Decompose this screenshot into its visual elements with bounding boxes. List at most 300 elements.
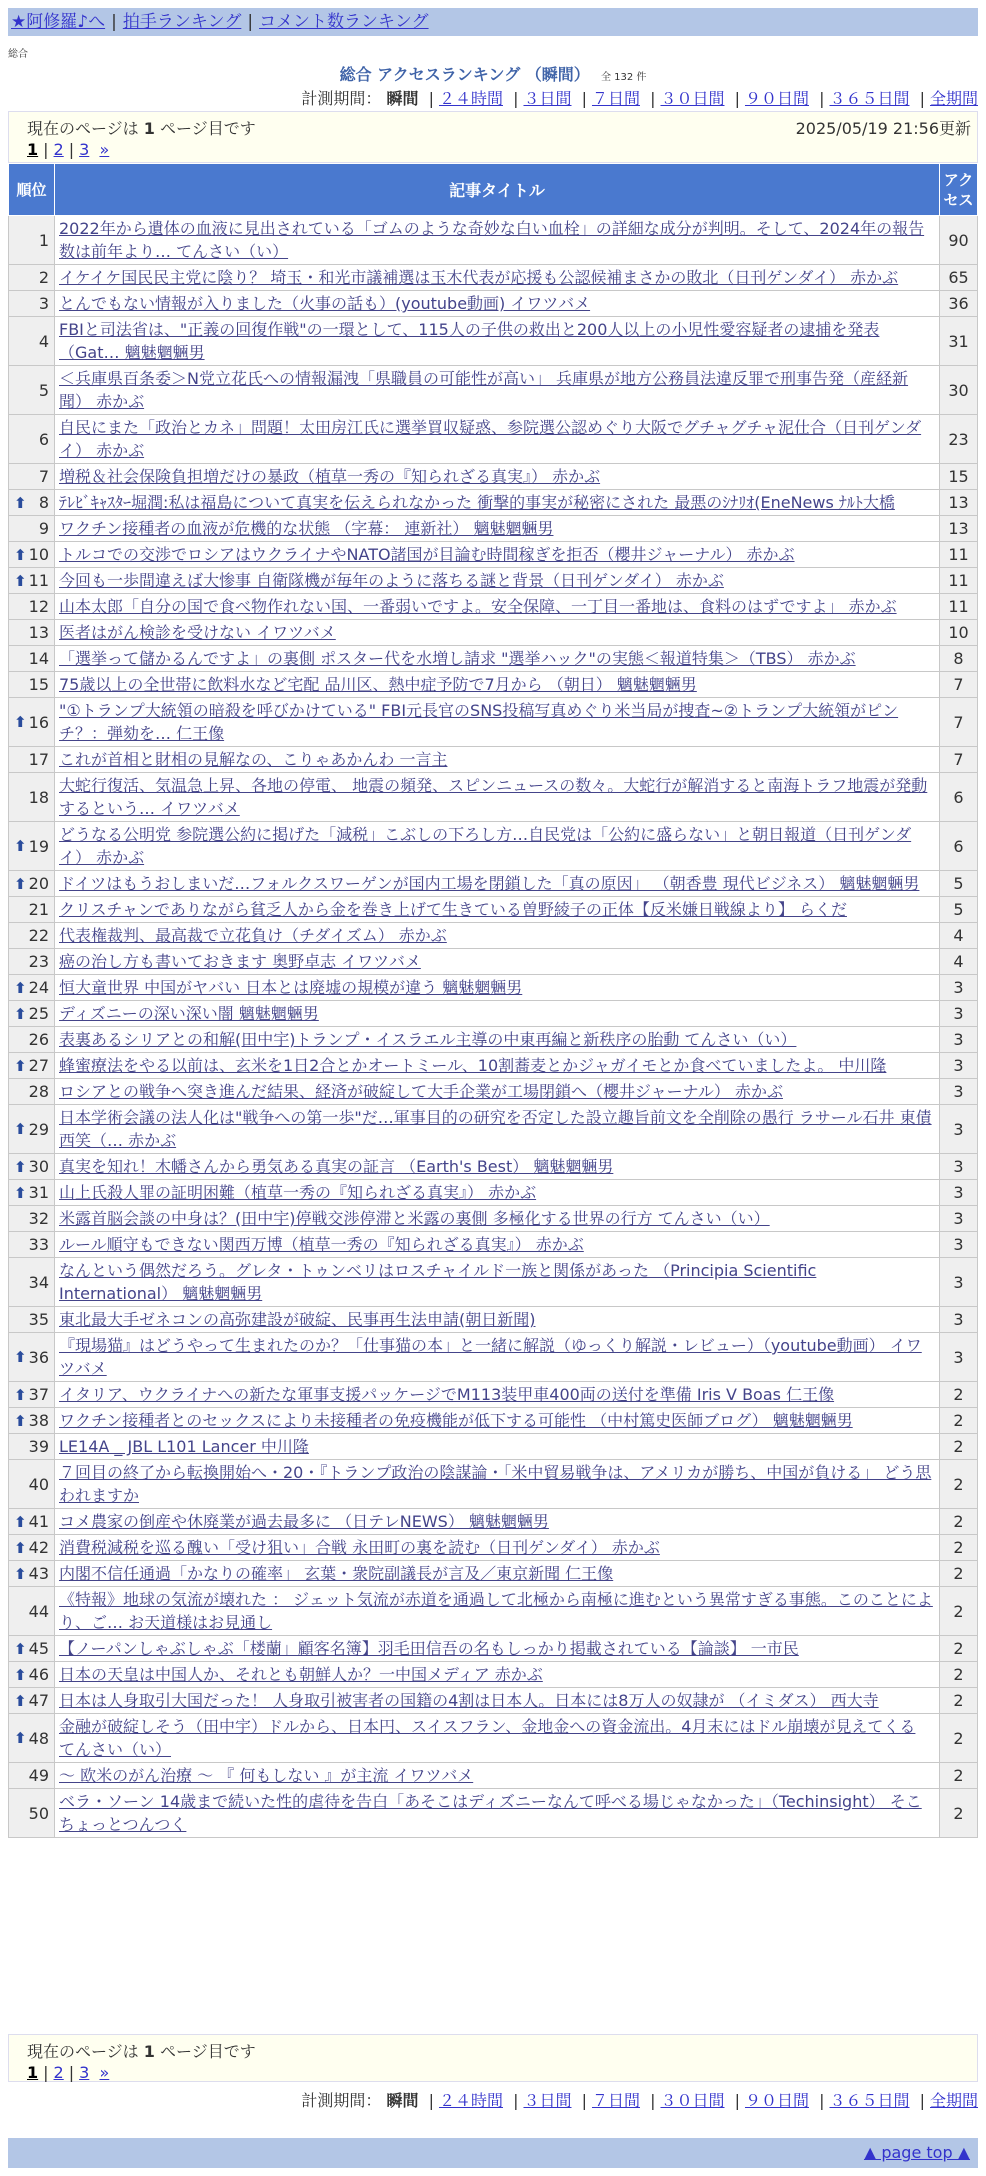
article-title-link[interactable]: 金融が破綻しそう（田中宇）ドルから、日本円、スイスフラン、金地金への資金流出。4月末にはドル崩壊が見えてくる てんさい（い） (59, 1717, 916, 1759)
article-title-link[interactable]: どうなる公明党 参院選公約に掲げた「減税」こぶしの下ろし方…自民党は「公約に盛らない」と朝日報道（日刊ゲンダイ） 赤かぶ (59, 825, 912, 867)
article-title-link[interactable]: コメ農家の倒産や休廃業が過去最多に （日テレNEWS） 魑魅魍魎男 (59, 1512, 549, 1531)
rank-up-icon: ⬆ (14, 1120, 27, 1138)
article-title-link[interactable]: 恒大童世界 中国がヤバい 日本とは廃墟の規模が違う 魑魅魍魎男 (59, 978, 523, 997)
page-title-text: 総合 アクセスランキング （瞬間） (339, 65, 590, 84)
page-current-bottom: 1 (27, 2063, 39, 2082)
page-current: 1 (27, 140, 39, 159)
title-cell (55, 1307, 940, 1333)
article-title-link[interactable]: 75歳以上の全世帯に飲料水など宅配 品川区、熱中症予防で7月から （朝日） 魑魅魍魎男 (59, 675, 697, 694)
title-cell (55, 1636, 940, 1662)
article-title-link[interactable]: 「選挙って儲かるんですよ」の裏側 ポスター代を水増し請求 "選挙ハック"の実態＜報道特集＞（TBS） 赤かぶ (59, 649, 856, 668)
rank-number: 37 (28, 1385, 49, 1404)
title-cell (55, 1763, 940, 1789)
title-cell (55, 1079, 940, 1105)
rank-up-icon: ⬆ (14, 713, 27, 731)
rank-up-icon: ⬆ (14, 1538, 27, 1557)
rank-number: 31 (28, 1183, 49, 1202)
rank-number: 38 (28, 1411, 49, 1430)
period-90d-link[interactable]: ９０日間 (744, 89, 809, 108)
title-cell (55, 822, 940, 871)
rank-cell (9, 646, 55, 672)
rank-cell (9, 415, 55, 464)
table-row (9, 490, 978, 516)
access-count: 3 (940, 1154, 978, 1180)
page-top-link[interactable]: ▲ page top ▲ (863, 2143, 970, 2162)
access-count: 23 (940, 415, 978, 464)
title-cell (55, 490, 940, 516)
rank-up-icon: ⬆ (14, 571, 27, 590)
period-30d-link-bottom[interactable]: ３０日間 (660, 2091, 725, 2110)
article-title-link[interactable]: 蜂蜜療法をやる以前は、玄米を1日2合とかオートミール、10割蕎麦とかジャガイモとか食べていましたよ。 中川隆 (59, 1056, 887, 1075)
rank-cell (9, 773, 55, 822)
title-cell (55, 949, 940, 975)
rank-number: 20 (28, 874, 49, 893)
access-count: 11 (940, 568, 978, 594)
title-cell (55, 1408, 940, 1434)
rank-up-icon: ⬆ (14, 1639, 27, 1658)
rank-cell (9, 464, 55, 490)
access-count: 6 (940, 773, 978, 822)
access-count: 2 (940, 1561, 978, 1587)
table-row (9, 542, 978, 568)
page-next-link-bottom[interactable]: » (99, 2063, 110, 2082)
table-row (9, 1561, 978, 1587)
title-cell (55, 1535, 940, 1561)
article-title-link[interactable]: "①トランプ大統領の暗殺を呼びかけている" FBI元長官のSNS投稿写真めぐり米当局が捜査~②トランプ大統領がピンチ？：弾劾を… 仁王像 (59, 701, 899, 743)
table-row (9, 464, 978, 490)
rank-cell (9, 490, 55, 516)
article-title-link[interactable]: ワクチン接種者とのセックスにより未接種者の免疫機能が低下する可能性 （中村篤史医師ブログ） 魑魅魍魎男 (59, 1411, 853, 1430)
table-row (9, 568, 978, 594)
rank-number: 33 (28, 1235, 49, 1254)
article-title-link[interactable]: とんでもない情報が入りました（火事の話も）(youtube動画) イワツバメ (59, 294, 591, 313)
article-title-link[interactable]: 日本は人身取引大国だった！ 人身取引被害者の国籍の4割は日本人。日本には8万人の奴隷が （イミダス） 西大寺 (59, 1691, 879, 1710)
title-cell (55, 1333, 940, 1382)
title-cell (55, 1232, 940, 1258)
comment-ranking-link[interactable]: コメント数ランキング (259, 12, 429, 32)
article-title-link[interactable]: 『現場猫』はどうやって生まれたのか？「仕事猫の本」と一緒に解説（ゆっくり解説・レビュー）（youtube動画） イワツバメ (59, 1336, 922, 1378)
rank-cell (9, 672, 55, 698)
access-count: 4 (940, 923, 978, 949)
article-title-link[interactable]: 《特報》地球の気流が壊れた ： ジェット気流が赤道を通過して北極から南極に進むという異常すぎる事態。このことにより、ご… お天道様はお見通し (59, 1590, 933, 1632)
period-24h-link[interactable]: ２４時間 (438, 89, 503, 108)
rank-number: 41 (28, 1512, 49, 1531)
title-cell (55, 1180, 940, 1206)
table-row (9, 1434, 978, 1460)
article-title-link[interactable]: 表裏あるシリアとの和解(田中宇)トランプ・イスラエル主導の中東再編と新秩序の胎動 てんさい（い） (59, 1030, 797, 1049)
rank-up-icon: ⬆ (14, 1348, 27, 1366)
rank-up-icon: ⬆ (14, 1004, 27, 1023)
rank-cell (9, 1053, 55, 1079)
access-count: 2 (940, 1434, 978, 1460)
title-cell (55, 923, 940, 949)
rank-up-icon: ⬆ (14, 545, 27, 564)
rank-up-icon: ⬆ (14, 493, 27, 512)
article-title-link[interactable]: 日本学術会議の法人化は"戦争への第一歩"だ…軍事目的の研究を否定した設立趣旨前文を全削除の愚行 ラサール石井 東債西笑（… 赤かぶ (59, 1108, 932, 1150)
access-count: 13 (940, 490, 978, 516)
rank-cell (9, 1763, 55, 1789)
article-title-link[interactable]: 増税＆社会保険負担増だけの暴政（植草一秀の『知られざる真実』） 赤かぶ (59, 467, 601, 486)
title-cell (55, 620, 940, 646)
footer-bar (8, 2138, 978, 2168)
period-24h-link-bottom[interactable]: ２４時間 (438, 2091, 503, 2110)
title-cell (55, 216, 940, 265)
period-3d-link[interactable]: ３日間 (523, 89, 572, 108)
table-row (9, 773, 978, 822)
access-count: 7 (940, 672, 978, 698)
table-row (9, 1662, 978, 1688)
rank-up-icon: ⬆ (14, 1564, 27, 1583)
table-row (9, 1232, 978, 1258)
rank-number: 12 (28, 597, 49, 616)
article-title-link[interactable]: FBIと司法省は、"正義の回復作戦"の一環として、115人の子供の救出と200人以上の小児性愛容疑者の逮捕を発表（Gat… 魑魅魍魎男 (59, 320, 880, 362)
page-link-3-bottom[interactable]: 3 (79, 2063, 90, 2082)
rank-cell (9, 871, 55, 897)
rank-cell (9, 542, 55, 568)
access-count: 2 (940, 1662, 978, 1688)
rank-cell (9, 1662, 55, 1688)
period-all-link-bottom[interactable]: 全期間 (929, 2091, 978, 2110)
table-row (9, 1053, 978, 1079)
rank-cell (9, 747, 55, 773)
title-cell (55, 1587, 940, 1636)
total-count: 全 132 件 (600, 72, 647, 83)
article-title-link[interactable]: 癌の治し方も書いておきます 奥野卓志 イワツバメ (59, 952, 421, 971)
rank-number: 18 (28, 787, 49, 807)
table-row (9, 975, 978, 1001)
title-cell (55, 871, 940, 897)
title-cell (55, 1789, 940, 1838)
access-count: 3 (940, 975, 978, 1001)
rank-number: 15 (28, 675, 49, 694)
table-row (9, 1258, 978, 1307)
article-title-link[interactable]: ７回目の終了から転換開始へ・20・『トランプ政治の陰謀論・「米中貿易戦争は、アメリカが勝ち、中国が負ける」 どう思われますか (59, 1463, 932, 1505)
access-count: 3 (940, 1307, 978, 1333)
rank-number: 25 (28, 1004, 49, 1023)
article-title-link[interactable]: 内閣不信任通過「かなりの確率」 玄葉・衆院副議長が言及／東京新聞 仁王像 (59, 1564, 614, 1583)
table-row (9, 747, 978, 773)
rank-cell (9, 1434, 55, 1460)
period-365d-link[interactable]: ３６５日間 (829, 89, 910, 108)
header-access: アクセス (940, 164, 978, 216)
rank-cell (9, 897, 55, 923)
article-title-link[interactable]: 医者はがん検診を受けない イワツバメ (59, 623, 336, 642)
rank-cell (9, 317, 55, 366)
rank-number: 39 (28, 1437, 49, 1456)
title-cell (55, 672, 940, 698)
access-count: 2 (940, 1509, 978, 1535)
table-row (9, 594, 978, 620)
rank-number: 16 (28, 712, 49, 732)
article-title-link[interactable]: ～ 欧米のがん治療 ～ 『 何もしない 』が主流 イワツバメ (59, 1766, 474, 1785)
rank-cell (9, 1001, 55, 1027)
pager-status-bottom: 現在のページは 1 ページ目です (27, 2042, 256, 2061)
table-row (9, 265, 978, 291)
period-all-link[interactable]: 全期間 (929, 89, 978, 108)
article-title-link[interactable]: イケイケ国民民主党に陰り？ 埼玉・和光市議補選は玉木代表が応援も公認候補まさかの敗北（日刊ゲンダイ） 赤かぶ (59, 268, 899, 287)
table-row (9, 1105, 978, 1154)
rank-up-icon: ⬆ (14, 1385, 27, 1404)
title-cell (55, 542, 940, 568)
access-count: 2 (940, 1636, 978, 1662)
access-count: 7 (940, 747, 978, 773)
period-7d-link[interactable]: ７日間 (591, 89, 640, 108)
article-title-link[interactable]: 日本の天皇は中国人か、それとも朝鮮人か？一中国メディア 赤かぶ (59, 1665, 543, 1684)
article-title-link[interactable]: ＜兵庫県百条委＞N党立花氏への情報漏洩「県職員の可能性が高い」 兵庫県が地方公務員法違反罪で刑事告発（産経新聞） 赤かぶ (59, 369, 909, 411)
rank-number: 22 (28, 926, 49, 945)
table-row (9, 1382, 978, 1408)
title-cell (55, 1662, 940, 1688)
article-title-link[interactable]: ドイツはもうおしまいだ…フォルクスワーゲンが国内工場を閉鎖した「真の原因」 （朝香豊 現代ビジネス） 魑魅魍魎男 (59, 874, 920, 893)
rank-number: 34 (28, 1272, 49, 1292)
page-next-link[interactable]: » (99, 140, 110, 159)
table-row (9, 1763, 978, 1789)
access-count: 31 (940, 317, 978, 366)
article-title-link[interactable]: ワクチン接種者の血液が危機的な状態 （字幕： 連新社） 魑魅魍魎男 (59, 519, 554, 538)
rank-number: 40 (28, 1474, 49, 1494)
rank-up-icon: ⬆ (14, 1512, 27, 1531)
period-90d-link-bottom[interactable]: ９０日間 (744, 2091, 809, 2110)
title-cell (55, 897, 940, 923)
table-row (9, 516, 978, 542)
title-cell (55, 1688, 940, 1714)
article-title-link[interactable]: 今回も一歩間違えば大惨事 自衛隊機が毎年のように落ちる謎と背景（日刊ゲンダイ） 赤かぶ (59, 571, 724, 590)
page-link-3[interactable]: 3 (79, 140, 90, 159)
table-row (9, 1509, 978, 1535)
category-label: 総合 (8, 49, 28, 60)
article-title-link[interactable]: なんという偶然だろう。グレタ・トゥンベリはロスチャイルド一族と関係があった （Principia Scientific International） 魑魅魍魎男 (59, 1261, 817, 1303)
rank-cell (9, 216, 55, 265)
period-selector-top: 計測期間： 瞬間 | ２４時間 | ３日間 | ７日間 | ３０日間 | ９０日間 | ３６５日間 | 全期間 (301, 89, 978, 108)
rank-number: 44 (28, 1601, 49, 1621)
rank-number: 43 (28, 1564, 49, 1583)
access-count: 15 (940, 464, 978, 490)
table-row (9, 923, 978, 949)
rank-cell (9, 1333, 55, 1382)
title-cell (55, 773, 940, 822)
article-title-link[interactable]: 代表権裁判、最高裁で立花負け（チダイズム） 赤かぶ (59, 926, 447, 945)
rank-cell (9, 1636, 55, 1662)
title-cell (55, 1714, 940, 1763)
article-title-link[interactable]: これが首相と財相の見解なの、こりゃあかんわ 一言主 (59, 750, 448, 769)
access-count: 36 (940, 291, 978, 317)
access-count: 4 (940, 949, 978, 975)
rank-up-icon: ⬆ (14, 874, 27, 893)
rank-number: 42 (28, 1538, 49, 1557)
access-count: 3 (940, 1180, 978, 1206)
title-cell (55, 265, 940, 291)
access-count: 11 (940, 594, 978, 620)
page-link-2[interactable]: 2 (53, 140, 64, 159)
table-row (9, 822, 978, 871)
access-count: 2 (940, 1408, 978, 1434)
article-title-link[interactable]: ベラ・ソーン 14歳まで続いた性的虐待を告白「あそこはディズニーなんて呼べる場じゃなかった」（Techinsight） そこちょっとつんつく (59, 1792, 922, 1834)
title-cell (55, 1206, 940, 1232)
rank-cell (9, 291, 55, 317)
rank-cell (9, 1587, 55, 1636)
rank-number: 36 (28, 1347, 49, 1367)
rank-cell (9, 1789, 55, 1838)
rank-cell (9, 975, 55, 1001)
rank-up-icon: ⬆ (14, 1183, 27, 1202)
access-count: 2 (940, 1763, 978, 1789)
table-row (9, 897, 978, 923)
period-selector-bottom: 計測期間： 瞬間 | ２４時間 | ３日間 | ７日間 | ３０日間 | ９０日間 | ３６５日間 | 全期間 (301, 2091, 978, 2110)
article-title-link[interactable]: 【ノーパンしゃぶしゃぶ「楼蘭」顧客名簿】羽毛田信吾の名もしっかり掲載されている【論談】 一市民 (59, 1639, 799, 1658)
article-title-link[interactable]: 米露首脳会談の中身は？(田中宇)停戦交渉停滞と米露の裏側 多極化する世界の行方 てんさい（い） (59, 1209, 770, 1228)
rank-cell (9, 1714, 55, 1763)
title-cell (55, 747, 940, 773)
page-link-2-bottom[interactable]: 2 (53, 2063, 64, 2082)
table-row (9, 1307, 978, 1333)
table-row (9, 1079, 978, 1105)
table-row (9, 1636, 978, 1662)
article-title-link[interactable]: イタリア、ウクライナへの新たな軍事支援パッケージでM113装甲車400両の送付を準備 Iris V Boas 仁王像 (59, 1385, 835, 1404)
rank-number: 2 (38, 268, 49, 287)
table-row (9, 1001, 978, 1027)
pager-top (8, 111, 978, 163)
rank-cell (9, 1382, 55, 1408)
title-cell (55, 415, 940, 464)
rank-number: 14 (28, 649, 49, 668)
article-title-link[interactable]: ロシアとの戦争へ突き進んだ結果、経済が破綻して大手企業が工場閉鎖へ（櫻井ジャーナル） 赤かぶ (59, 1082, 783, 1101)
article-title-link[interactable]: 山本太郎「自分の国で食べ物作れない国、一番弱いですよ。安全保障、一丁目一番地は、食料のはずですよ」 赤かぶ (59, 597, 897, 616)
home-link[interactable]: ★阿修羅♪へ (11, 12, 106, 32)
top-nav-bar: ★阿修羅♪へ | 拍手ランキング | コメント数ランキング (8, 8, 978, 36)
rank-number: 30 (28, 1157, 49, 1176)
access-count: 2 (940, 1535, 978, 1561)
rank-number: 17 (28, 750, 49, 769)
article-title-link[interactable]: 東北最大手ゼネコンの高弥建設が破綻、民事再生法申請(朝日新聞) (59, 1310, 536, 1329)
title-cell (55, 1001, 940, 1027)
article-title-link[interactable]: 自民にまた「政治とカネ」問題！太田房江氏に選挙買収疑惑、参院選公認めぐり大阪でグチャグチャ泥仕合（日刊ゲンダイ） 赤かぶ (59, 418, 922, 460)
period-3d-link-bottom[interactable]: ３日間 (523, 2091, 572, 2110)
period-365d-link-bottom[interactable]: ３６５日間 (829, 2091, 910, 2110)
rank-cell (9, 1206, 55, 1232)
rank-number: 19 (28, 836, 49, 856)
rank-number: 29 (28, 1119, 49, 1139)
rank-cell (9, 1460, 55, 1509)
table-row (9, 1460, 978, 1509)
title-cell (55, 1434, 940, 1460)
rank-up-icon: ⬆ (14, 978, 27, 997)
article-title-link[interactable]: 真実を知れ！木幡さんから勇気ある真実の証言 （Earth's Best） 魑魅魍魎男 (59, 1157, 614, 1176)
article-title-link[interactable]: 2022年から遺体の血液に見出されている「ゴムのような奇妙な白い血栓」の詳細な成分が判明。そして、2024年の報告数は前年より… てんさい（い） (59, 219, 925, 261)
period-current-bottom: 瞬間 (386, 2091, 419, 2110)
table-row (9, 291, 978, 317)
access-count: 3 (940, 1027, 978, 1053)
access-count: 3 (940, 1333, 978, 1382)
article-title-link[interactable]: LE14A _ JBL L101 Lancer 中川隆 (59, 1437, 309, 1456)
rank-up-icon: ⬆ (14, 837, 27, 855)
period-30d-link[interactable]: ３０日間 (660, 89, 725, 108)
access-count: 3 (940, 1079, 978, 1105)
title-cell (55, 646, 940, 672)
rank-number: 9 (38, 519, 49, 538)
rank-number: 32 (28, 1209, 49, 1228)
access-count: 90 (940, 216, 978, 265)
table-row (9, 1535, 978, 1561)
rank-number: 10 (28, 545, 49, 564)
rank-cell (9, 1535, 55, 1561)
table-row (9, 317, 978, 366)
article-title-link[interactable]: 山上氏殺人罪の証明困難（植草一秀の『知られざる真実』） 赤かぶ (59, 1183, 537, 1202)
rank-number: 3 (38, 294, 49, 313)
rank-number: 7 (38, 467, 49, 486)
table-row (9, 1206, 978, 1232)
title-cell (55, 975, 940, 1001)
access-count: 7 (940, 698, 978, 747)
table-row (9, 415, 978, 464)
rank-number: 45 (28, 1639, 49, 1658)
rank-number: 26 (28, 1030, 49, 1049)
article-title-link[interactable]: ルール順守もできない関西万博（植草一秀の『知られざる真実』） 赤かぶ (59, 1235, 584, 1254)
rank-cell (9, 516, 55, 542)
rank-up-icon: ⬆ (14, 1665, 27, 1684)
access-count: 30 (940, 366, 978, 415)
title-cell (55, 568, 940, 594)
rank-up-icon: ⬆ (14, 1157, 27, 1176)
article-title-link[interactable]: 消費税減税を巡る醜い「受け狙い」合戦 永田町の裏を読む（日刊ゲンダイ） 赤かぶ (59, 1538, 660, 1557)
article-title-link[interactable]: 大蛇行復活、気温急上昇、各地の停電、 地震の頻発、スピンニュースの数々。大蛇行が解消すると南海トラフ地震が発動するという… イワツバメ (59, 776, 928, 818)
pager-links-bottom: 1 | 2 | 3 » (27, 2063, 110, 2082)
title-cell (55, 516, 940, 542)
rank-number: 11 (28, 571, 49, 590)
rank-number: 46 (28, 1665, 49, 1684)
rank-cell (9, 620, 55, 646)
pager-links: 1 | 2 | 3 » (27, 140, 110, 159)
rank-cell (9, 1105, 55, 1154)
period-7d-link-bottom[interactable]: ７日間 (591, 2091, 640, 2110)
rank-cell (9, 1509, 55, 1535)
access-count: 8 (940, 646, 978, 672)
table-row (9, 1333, 978, 1382)
access-count: 2 (940, 1688, 978, 1714)
period-label: 計測期間： (301, 89, 382, 108)
access-count: 13 (940, 516, 978, 542)
title-cell (55, 1053, 940, 1079)
access-count: 11 (940, 542, 978, 568)
rank-up-icon: ⬆ (14, 1691, 27, 1710)
rank-cell (9, 1180, 55, 1206)
rank-up-icon: ⬆ (14, 1056, 27, 1075)
article-title-link[interactable]: ﾃﾚﾋﾞｷｬｽﾀｰ堀潤:私は福島について真実を伝えられなかった 衝撃的事実が秘密にされた 最悪のｼﾅﾘｵ(EneNews ﾅﾙﾄ大橋 (59, 493, 895, 512)
access-count: 6 (940, 822, 978, 871)
title-cell (55, 366, 940, 415)
header-title: 記事タイトル (55, 164, 940, 216)
rank-cell (9, 698, 55, 747)
table-row (9, 1154, 978, 1180)
applause-ranking-link[interactable]: 拍手ランキング (122, 12, 242, 32)
article-title-link[interactable]: ディズニーの深い深い闇 魑魅魍魎男 (59, 1004, 319, 1023)
header-rank: 順位 (9, 164, 55, 216)
rank-cell (9, 265, 55, 291)
table-row (9, 871, 978, 897)
access-count: 3 (940, 1001, 978, 1027)
title-cell (55, 1382, 940, 1408)
rank-number: 13 (28, 623, 49, 642)
article-title-link[interactable]: クリスチャンでありながら貧乏人から金を巻き上げて生きている曽野綾子の正体【反米嫌日戦線より】 らくだ (59, 900, 847, 919)
title-cell (55, 1561, 940, 1587)
title-cell (55, 1258, 940, 1307)
title-cell (55, 594, 940, 620)
rank-number: 21 (28, 900, 49, 919)
title-cell (55, 317, 940, 366)
rank-cell (9, 1408, 55, 1434)
rank-cell (9, 949, 55, 975)
pager-status: 現在のページは 1 ページ目です (27, 119, 256, 138)
article-title-link[interactable]: トルコでの交渉でロシアはウクライナやNATO諸国が目論む時間稼ぎを拒否（櫻井ジャーナル） 赤かぶ (59, 545, 795, 564)
